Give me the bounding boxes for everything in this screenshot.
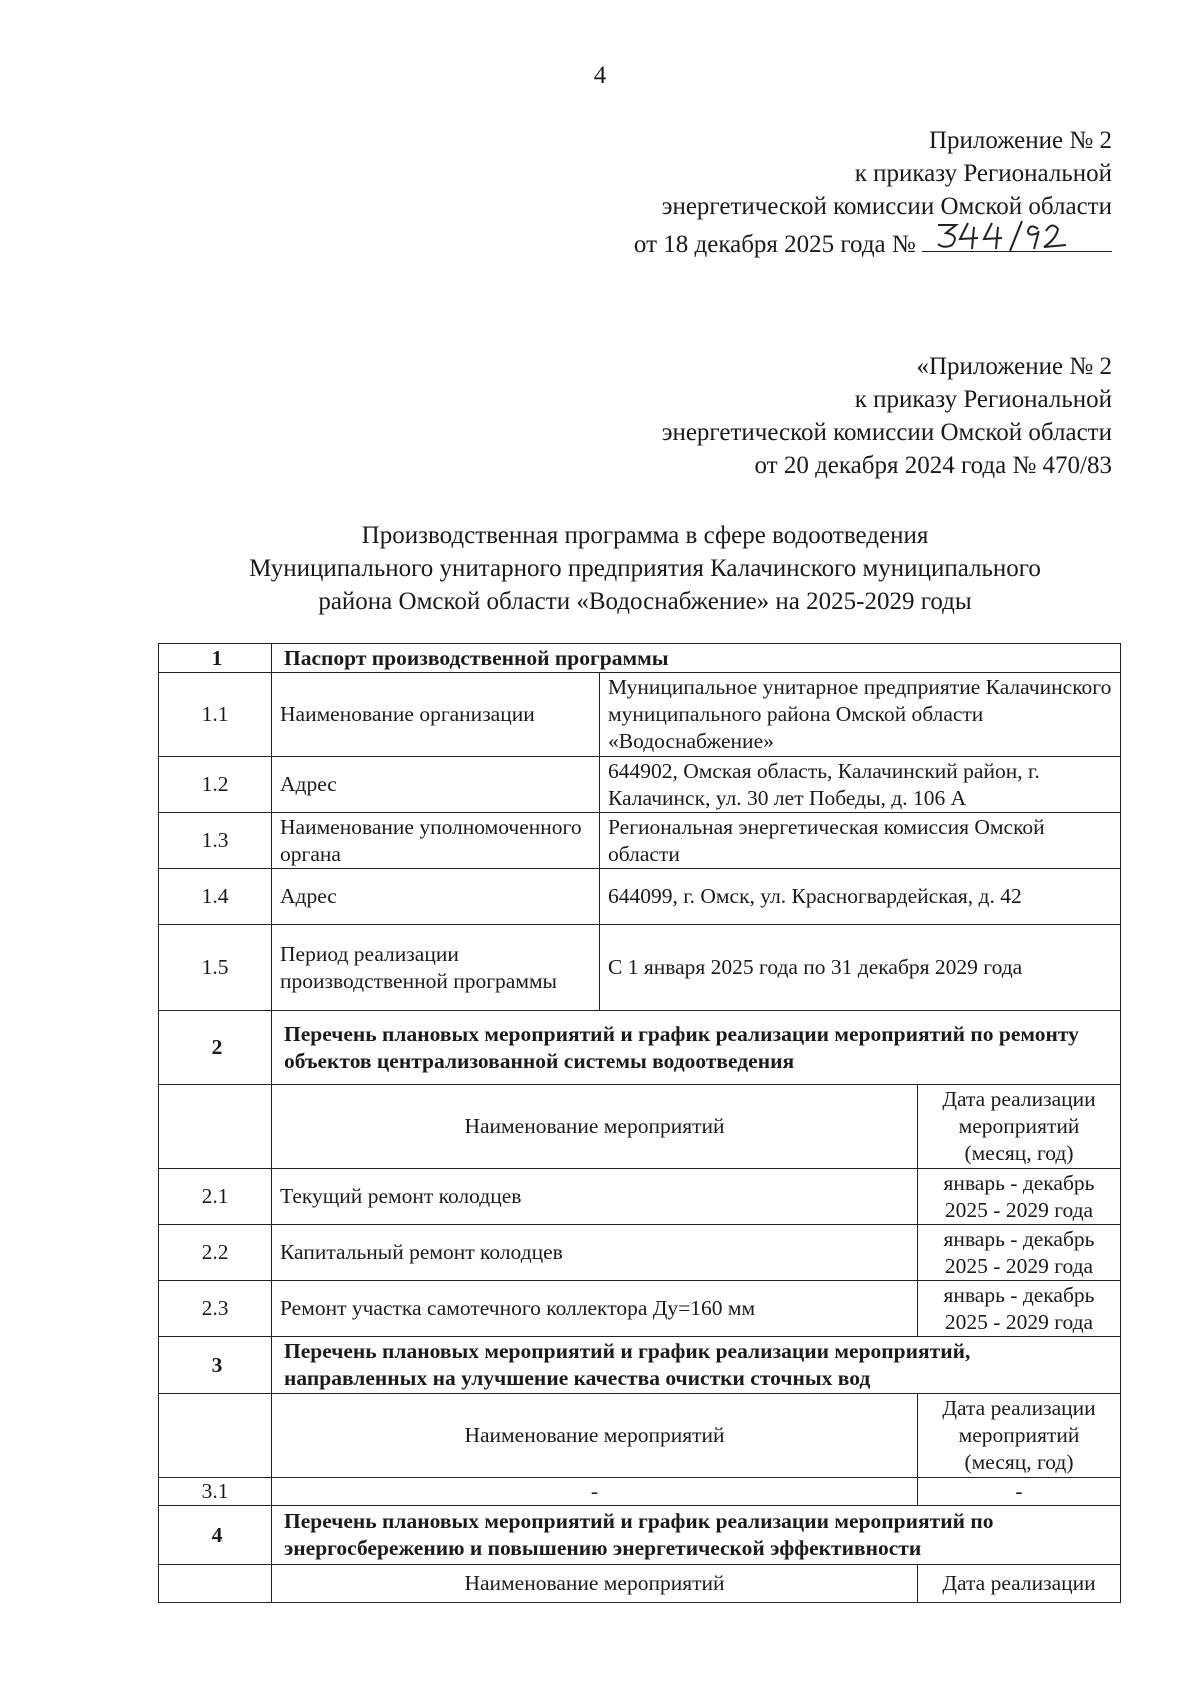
section-1-header [159,644,1121,673]
program-title [0,519,1200,618]
title-line-1: Производственная программа в сфере водоотведения [361,522,929,549]
row-value: С 1 января 2025 года по 31 декабря 2029 года [600,925,1121,1011]
section-number: 1 [159,644,272,673]
table-row [159,869,1121,925]
row-value: Региональная энергетическая комиссия Омской области [600,813,1121,869]
appendix-date: от 18 декабря 2025 года № [633,231,916,258]
row-date: январь - декабрь 2025 - 2029 года [918,1225,1121,1281]
row-date: январь - декабрь 2025 - 2029 года [918,1169,1121,1225]
row-number: 2.1 [159,1169,272,1225]
row-label: Период реализации производственной программы [272,925,600,1011]
row-name: Текущий ремонт колодцев [272,1169,918,1225]
table-row [159,1281,1121,1337]
table-row [159,1225,1121,1281]
prev-appendix-commission: энергетической комиссии Омской области [661,419,1112,446]
section-number: 4 [159,1506,272,1565]
section-heading: Перечень плановых мероприятий и график реализации мероприятий по энергосбережению и повышению энергетической эффективности [272,1506,1121,1565]
appendix-order-ref: к приказу Региональной [854,160,1112,187]
row-number: 2.3 [159,1281,272,1337]
row-number: 1.2 [159,757,272,813]
title-line-2: Муниципального унитарного предприятия Калачинского муниципального [249,555,1041,582]
section-3-header [159,1337,1121,1394]
title-line-3: района Омской области «Водоснабжение» на 2025-2029 годы [318,588,972,615]
row-date: - [918,1478,1121,1506]
row-number: 1.3 [159,813,272,869]
order-number-field [922,223,1112,252]
row-name: - [272,1478,918,1506]
row-value: 644902, Омская область, Калачинский район, г. Калачинск, ул. 30 лет Победы, д. 106 А [600,757,1121,813]
row-date: январь - декабрь 2025 - 2029 года [918,1281,1121,1337]
row-name: Ремонт участка самотечного коллектора Ду=160 мм [272,1281,918,1337]
row-label: Наименование организации [272,673,600,757]
table-row [159,1478,1121,1506]
column-header-row [159,1565,1121,1603]
column-header-name: Наименование мероприятий [272,1085,918,1169]
row-number: 2.2 [159,1225,272,1281]
row-label: Наименование уполномоченного органа [272,813,600,869]
column-header-date: Дата реализации [918,1565,1121,1603]
appendix-commission: энергетической комиссии Омской области [661,193,1112,220]
section-4-header [159,1506,1121,1565]
row-value: 644099, г. Омск, ул. Красногвардейская, д. 42 [600,869,1121,925]
row-value: Муниципальное унитарное предприятие Калачинского муниципального района Омской области «Водоснабжение» [600,673,1121,757]
column-header-name: Наименование мероприятий [272,1394,918,1478]
appendix-header-previous [662,350,1112,482]
column-header-row [159,1085,1121,1169]
table-row [159,1169,1121,1225]
table-row [159,925,1121,1011]
column-header-row [159,1394,1121,1478]
table-row [159,673,1121,757]
section-number: 2 [159,1011,272,1085]
page-number: 4 [593,62,607,89]
row-label: Адрес [272,757,600,813]
section-2-header [159,1011,1121,1085]
section-heading: Перечень плановых мероприятий и график реализации мероприятий по ремонту объектов централизованной системы водоотведения [272,1011,1121,1085]
appendix-header-current [634,124,1112,261]
row-label: Адрес [272,869,600,925]
appendix-date-line [634,223,1112,261]
prev-appendix-title: «Приложение № 2 [916,353,1112,380]
prev-appendix-order-ref: к приказу Региональной [854,386,1112,413]
row-number: 1.1 [159,673,272,757]
section-number: 3 [159,1337,272,1394]
handwritten-order-number [934,219,1094,253]
section-heading: Паспорт производственной программы [272,644,1121,673]
prev-appendix-date: от 20 декабря 2024 года № 470/83 [754,452,1112,479]
table-row [159,757,1121,813]
row-number: 1.4 [159,869,272,925]
row-number: 1.5 [159,925,272,1011]
column-header-date: Дата реализации мероприятий (месяц, год) [918,1394,1121,1478]
program-table [158,643,1121,1603]
row-number: 3.1 [159,1478,272,1506]
column-header-date: Дата реализации мероприятий (месяц, год) [918,1085,1121,1169]
table-row [159,813,1121,869]
column-header-name: Наименование мероприятий [272,1565,918,1603]
appendix-title: Приложение № 2 [928,127,1112,154]
row-name: Капитальный ремонт колодцев [272,1225,918,1281]
section-heading: Перечень плановых мероприятий и график реализации мероприятий, направленных на улучшение качества очистки сточных вод [272,1337,1121,1394]
